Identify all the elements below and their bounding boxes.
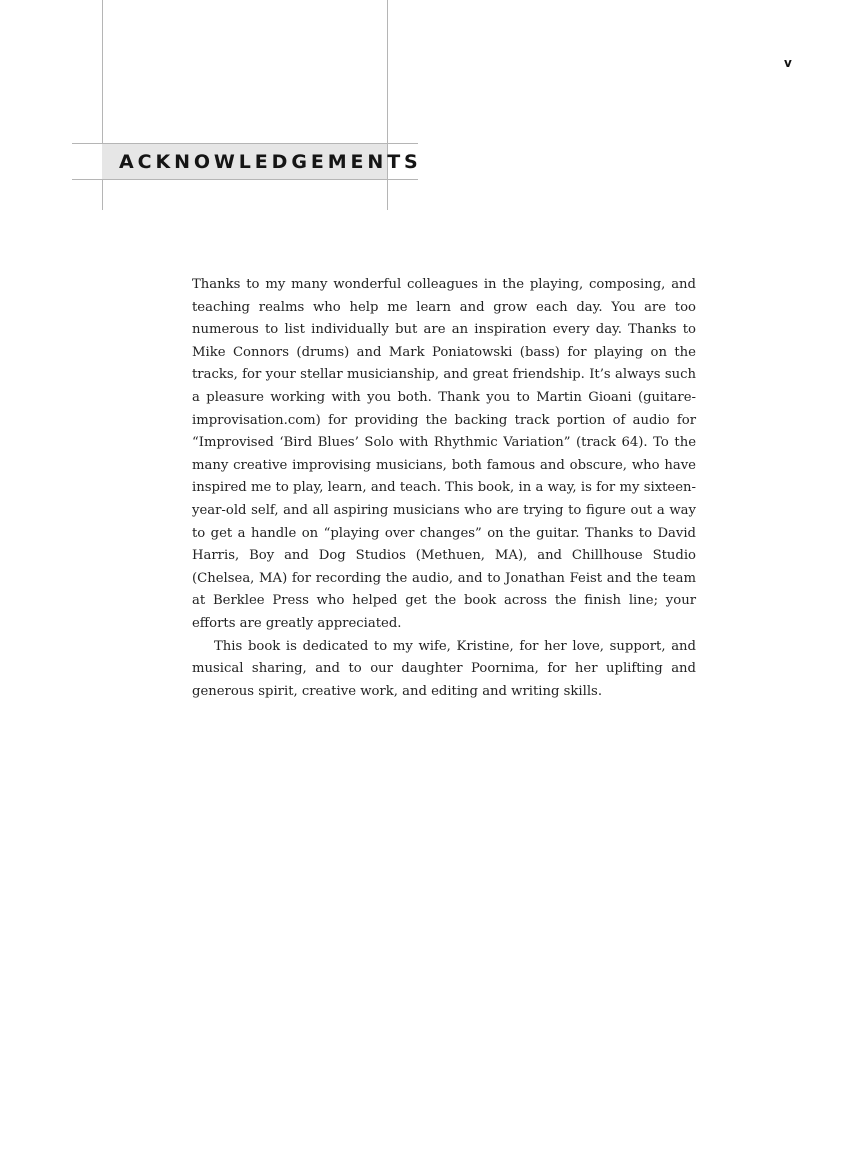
page-title: ACKNOWLEDGEMENTS <box>119 151 422 173</box>
paragraph-dedication: This book is dedicated to my wife, Kristine, for her love, support, and musical sharing, and to our daughter Poornima, for her uplifting and generous spirit, creative work, and editing and writing skills. <box>192 638 696 699</box>
paragraph-thanks: Thanks to my many wonderful colleagues in the playing, composing, and teaching realms who help me learn and grow each day. You are too numerous to list individually but are an inspiration every day. Thanks to Mike Connors (drums) and Mark Poniatowski (bass) for playing on the tracks, for your stellar musicianship, and great friendship. It’s always such a pleasure working with you both. Thank you to Martin Gioani (guitare-improvisation.com) for providing the backing track portion of audio for “Improvised ‘Bird Blues’ Solo with Rhythmic Variation” (track 64). To the many creative improvising musicians, both famous and obscure, who have inspired me to play, learn, and teach. This book, in a way, is for my sixteen-year-old self, and all aspiring musicians who are trying to figure out a way to get a handle on “playing over changes” on the guitar. Thanks to David Harris, Boy and Dog Studios (Methuen, MA), and Chillhouse Studio (Chelsea, MA) for recording the audio, and to Jonathan Feist and the team at Berklee Press who helped get the book across the finish line; your efforts are greatly appreciated. <box>192 277 696 631</box>
page-number: v <box>784 56 792 70</box>
header-rule-top <box>72 143 418 144</box>
body-text <box>192 274 696 703</box>
header-rule-bottom <box>72 179 418 180</box>
